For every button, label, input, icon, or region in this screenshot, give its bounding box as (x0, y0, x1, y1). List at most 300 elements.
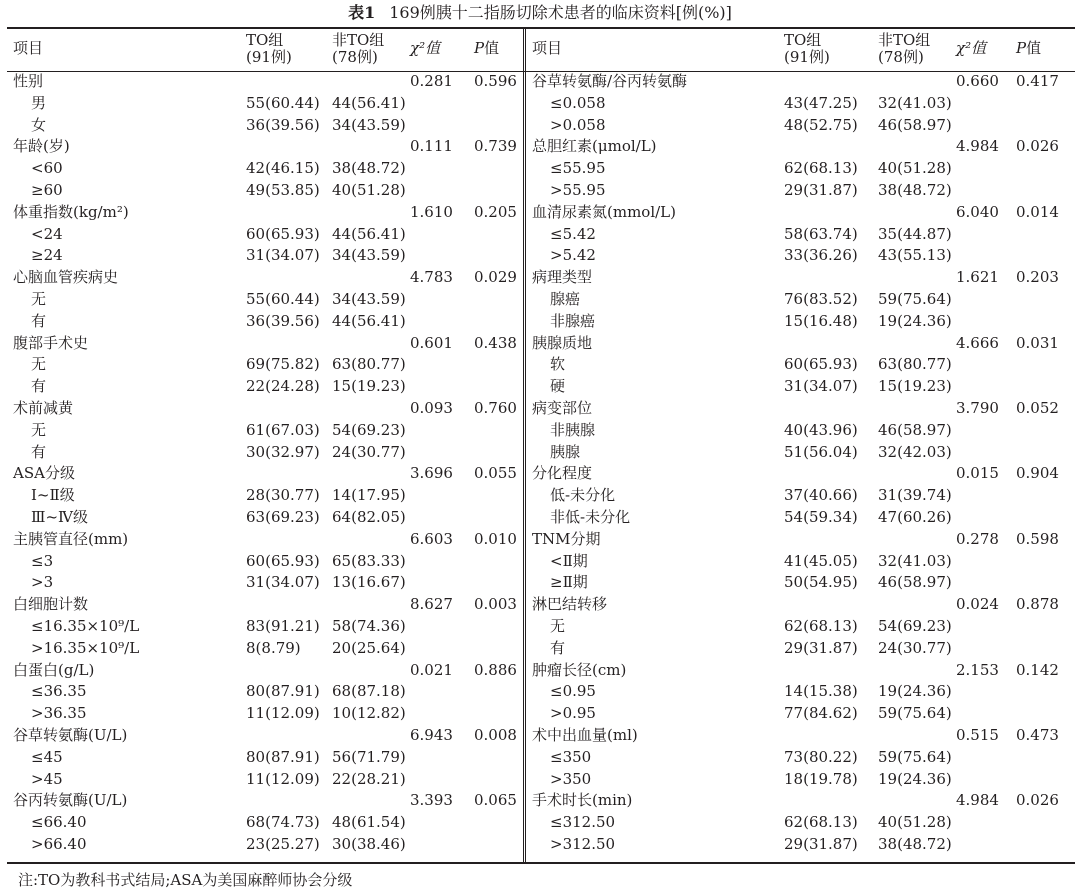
table-row (530, 638, 1075, 660)
cell-non-to-group: 63(80.77) (332, 355, 406, 374)
table-body-left (10, 71, 520, 856)
table-row (530, 289, 1075, 311)
cell-p-value: 0.003 (474, 595, 517, 614)
cell-non-to-group: 10(12.82) (332, 704, 406, 723)
cell-p-value: 0.010 (474, 529, 517, 548)
table-row (10, 485, 520, 507)
cell-non-to-group: 63(80.77) (878, 355, 952, 374)
table-left-panel (10, 28, 520, 856)
table-row (10, 202, 520, 224)
row-label: 手术时长(min) (532, 791, 633, 810)
cell-to-group: 29(31.87) (784, 834, 858, 853)
cell-non-to-group: 19(24.36) (878, 769, 952, 788)
row-label: 谷草转氨酶(U/L) (13, 725, 128, 744)
row-label: 白细胞计数 (13, 595, 89, 614)
row-label: 有 (31, 311, 47, 330)
cell-to-group: 41(45.05) (784, 551, 858, 570)
cell-to-group: 33(36.26) (784, 246, 858, 265)
cell-non-to-group: 44(56.41) (332, 93, 406, 112)
row-label: 腺癌 (550, 289, 581, 308)
cell-to-group: 61(67.03) (246, 420, 320, 439)
row-label: 病理类型 (532, 268, 593, 287)
row-label: <Ⅱ期 (550, 551, 588, 570)
row-label: ≤3 (31, 551, 54, 570)
cell-chi-square: 0.515 (956, 725, 999, 744)
cell-to-group: 30(32.97) (246, 442, 320, 461)
cell-p-value: 0.417 (1016, 72, 1059, 90)
cell-p-value: 0.014 (1016, 202, 1059, 221)
table-row (530, 71, 1075, 93)
table-row (530, 267, 1075, 289)
cell-p-value: 0.596 (474, 72, 517, 90)
row-label: >36.35 (31, 704, 87, 723)
cell-to-group: 31(34.07) (246, 246, 320, 265)
cell-p-value: 0.205 (474, 202, 517, 221)
row-label: ≤66.40 (31, 813, 87, 832)
row-label: ≥60 (31, 180, 63, 199)
table-row (10, 551, 520, 573)
table-row (530, 245, 1075, 267)
cell-to-group: 55(60.44) (246, 289, 320, 308)
table-row (10, 93, 520, 115)
cell-p-value: 0.760 (474, 398, 517, 417)
cell-non-to-group: 54(69.23) (878, 616, 952, 635)
cell-non-to-group: 15(19.23) (332, 377, 406, 396)
cell-p-value: 0.886 (474, 660, 517, 679)
cell-to-group: 80(87.91) (246, 747, 320, 766)
cell-to-group: 43(47.25) (784, 93, 858, 112)
row-label: <24 (31, 224, 63, 243)
table-row (10, 136, 520, 158)
cell-p-value: 0.065 (474, 791, 517, 810)
cell-chi-square: 6.943 (410, 725, 453, 744)
cell-non-to-group: 40(51.28) (878, 813, 952, 832)
table-row (10, 725, 520, 747)
cell-non-to-group: 58(74.36) (332, 616, 406, 635)
table-row (10, 769, 520, 791)
cell-non-to-group: 32(41.03) (878, 93, 952, 112)
row-label: 总胆红素(μmol/L) (532, 137, 657, 156)
table-row (530, 311, 1075, 333)
row-label: 无 (31, 289, 47, 308)
row-label: >0.058 (550, 115, 606, 134)
table-row (530, 202, 1075, 224)
table-row (530, 224, 1075, 246)
table-row (530, 507, 1075, 529)
row-label: 胰腺质地 (532, 333, 593, 352)
table-row (10, 420, 520, 442)
table-row (530, 93, 1075, 115)
cell-non-to-group: 65(83.33) (332, 551, 406, 570)
table-row (10, 224, 520, 246)
cell-to-group: 60(65.93) (784, 355, 858, 374)
cell-chi-square: 4.666 (956, 333, 999, 352)
cell-to-group: 76(83.52) (784, 289, 858, 308)
table-row (530, 180, 1075, 202)
cell-to-group: 62(68.13) (784, 813, 858, 832)
cell-to-group: 18(19.78) (784, 769, 858, 788)
cell-to-group: 48(52.75) (784, 115, 858, 134)
cell-to-group: 60(65.93) (246, 551, 320, 570)
row-label: >5.42 (550, 246, 596, 265)
cell-p-value: 0.203 (1016, 268, 1059, 287)
row-label: 白蛋白(g/L) (13, 660, 95, 679)
cell-p-value: 0.026 (1016, 137, 1059, 156)
table-header-left (10, 28, 520, 71)
table-row (530, 398, 1075, 420)
table-row (530, 376, 1075, 398)
row-label: >55.95 (550, 180, 606, 199)
table-row (530, 551, 1075, 573)
cell-to-group: 11(12.09) (246, 769, 320, 788)
table-row (10, 115, 520, 137)
table-row (10, 638, 520, 660)
row-label: ≤36.35 (31, 682, 87, 701)
row-label: ≤5.42 (550, 224, 596, 243)
row-label: >312.50 (550, 834, 616, 853)
cell-chi-square: 4.984 (956, 137, 999, 156)
cell-non-to-group: 15(19.23) (878, 377, 952, 396)
row-label: ≤16.35×10⁹/L (31, 616, 140, 635)
table-footnote: 注:TO为教科书式结局;ASA为美国麻醉师协会分级 (18, 871, 353, 889)
row-label: 非腺癌 (550, 311, 596, 330)
cell-to-group: 62(68.13) (784, 159, 858, 178)
table-center-divider (523, 28, 526, 862)
row-label: 性别 (13, 72, 44, 90)
cell-p-value: 0.026 (1016, 791, 1059, 810)
header-non-to-group: 非TO组 (78例) (878, 31, 931, 66)
cell-non-to-group: 46(58.97) (878, 420, 952, 439)
cell-to-group: 31(34.07) (246, 573, 320, 592)
table-header-right (530, 28, 1075, 71)
row-label: ≤0.95 (550, 682, 596, 701)
header-to-group: TO组 (91例) (246, 31, 292, 66)
cell-chi-square: 0.601 (410, 333, 453, 352)
row-label: >66.40 (31, 834, 87, 853)
table-row (10, 398, 520, 420)
cell-to-group: 68(74.73) (246, 813, 320, 832)
cell-to-group: 77(84.62) (784, 704, 858, 723)
cell-to-group: 15(16.48) (784, 311, 858, 330)
row-label: 年龄(岁) (13, 137, 70, 156)
cell-non-to-group: 24(30.77) (332, 442, 406, 461)
cell-non-to-group: 40(51.28) (332, 180, 406, 199)
cell-chi-square: 8.627 (410, 595, 453, 614)
cell-p-value: 0.055 (474, 464, 517, 483)
table-row (10, 463, 520, 485)
row-label: 病变部位 (532, 398, 593, 417)
cell-chi-square: 6.040 (956, 202, 999, 221)
row-label: <60 (31, 159, 63, 178)
cell-to-group: 14(15.38) (784, 682, 858, 701)
cell-to-group: 73(80.22) (784, 747, 858, 766)
cell-chi-square: 4.984 (956, 791, 999, 810)
row-label: 谷草转氨酶/谷丙转氨酶 (532, 72, 688, 90)
row-label: 男 (31, 93, 47, 112)
row-label: ≤350 (550, 747, 592, 766)
table-row (530, 158, 1075, 180)
cell-to-group: 42(46.15) (246, 159, 320, 178)
row-label: ≤45 (31, 747, 63, 766)
row-label: 有 (550, 638, 566, 657)
cell-non-to-group: 19(24.36) (878, 682, 952, 701)
row-label: ≤312.50 (550, 813, 616, 832)
table-row (10, 267, 520, 289)
row-label: 血清尿素氮(mmol/L) (532, 202, 676, 221)
cell-non-to-group: 38(48.72) (878, 834, 952, 853)
cell-to-group: 60(65.93) (246, 224, 320, 243)
row-label: 无 (31, 420, 47, 439)
cell-non-to-group: 54(69.23) (332, 420, 406, 439)
table-row (530, 333, 1075, 355)
row-label: 非低-未分化 (550, 507, 631, 526)
table-row (10, 660, 520, 682)
table-row (10, 311, 520, 333)
row-label: 有 (31, 442, 47, 461)
row-label: TNM分期 (532, 529, 601, 548)
table-row (530, 594, 1075, 616)
cell-to-group: 29(31.87) (784, 638, 858, 657)
table-title: 169例胰十二指肠切除术患者的临床资料[例(%)] (389, 3, 732, 22)
table-bottom-rule (7, 862, 1075, 864)
cell-to-group: 55(60.44) (246, 93, 320, 112)
cell-chi-square: 1.621 (956, 268, 999, 287)
cell-non-to-group: 14(17.95) (332, 486, 406, 505)
cell-non-to-group: 24(30.77) (878, 638, 952, 657)
cell-non-to-group: 13(16.67) (332, 573, 406, 592)
row-label: ≥Ⅱ期 (550, 573, 588, 592)
cell-to-group: 28(30.77) (246, 486, 320, 505)
row-label: 有 (31, 377, 47, 396)
header-chi-square: χ²值 (956, 39, 987, 57)
cell-non-to-group: 44(56.41) (332, 311, 406, 330)
row-label: >350 (550, 769, 592, 788)
cell-p-value: 0.029 (474, 268, 517, 287)
cell-to-group: 11(12.09) (246, 704, 320, 723)
cell-chi-square: 0.015 (956, 464, 999, 483)
cell-to-group: 50(54.95) (784, 573, 858, 592)
cell-chi-square: 1.610 (410, 202, 453, 221)
cell-non-to-group: 34(43.59) (332, 115, 406, 134)
cell-p-value: 0.473 (1016, 725, 1059, 744)
cell-to-group: 40(43.96) (784, 420, 858, 439)
table-body-right (530, 71, 1075, 856)
cell-non-to-group: 32(41.03) (878, 551, 952, 570)
cell-to-group: 69(75.82) (246, 355, 320, 374)
row-label: ≥24 (31, 246, 63, 265)
cell-to-group: 29(31.87) (784, 180, 858, 199)
row-label: >16.35×10⁹/L (31, 638, 140, 657)
row-label: 术前减黄 (13, 398, 74, 417)
cell-to-group: 22(24.28) (246, 377, 320, 396)
cell-p-value: 0.008 (474, 725, 517, 744)
cell-p-value: 0.904 (1016, 464, 1059, 483)
table-row (10, 529, 520, 551)
header-chi-square: χ²值 (410, 39, 441, 57)
cell-non-to-group: 59(75.64) (878, 289, 952, 308)
cell-to-group: 49(53.85) (246, 180, 320, 199)
row-label: 低-未分化 (550, 486, 616, 505)
row-label: Ⅰ~Ⅱ级 (31, 486, 75, 505)
table-row (530, 616, 1075, 638)
table-row (10, 180, 520, 202)
cell-p-value: 0.031 (1016, 333, 1059, 352)
cell-to-group: 37(40.66) (784, 486, 858, 505)
table-row (530, 703, 1075, 725)
table-row (530, 834, 1075, 856)
table-row (530, 420, 1075, 442)
cell-chi-square: 4.783 (410, 268, 453, 287)
cell-chi-square: 3.790 (956, 398, 999, 417)
header-to-group: TO组 (91例) (784, 31, 830, 66)
header-non-to-group: 非TO组 (78例) (332, 31, 385, 66)
table-row (530, 572, 1075, 594)
cell-p-value: 0.142 (1016, 660, 1059, 679)
header-p-value: P值 (474, 39, 500, 57)
table-row (10, 812, 520, 834)
table-row (10, 507, 520, 529)
cell-to-group: 8(8.79) (246, 638, 301, 657)
cell-non-to-group: 68(87.18) (332, 682, 406, 701)
cell-chi-square: 0.111 (410, 137, 453, 156)
cell-non-to-group: 38(48.72) (332, 159, 406, 178)
table-row (10, 594, 520, 616)
cell-non-to-group: 48(61.54) (332, 813, 406, 832)
row-label: >45 (31, 769, 63, 788)
cell-to-group: 23(25.27) (246, 834, 320, 853)
cell-chi-square: 0.281 (410, 72, 453, 90)
table-row (10, 616, 520, 638)
table-row (10, 834, 520, 856)
row-label: 软 (550, 355, 566, 374)
table-row (530, 485, 1075, 507)
cell-non-to-group: 46(58.97) (878, 115, 952, 134)
row-label: 非胰腺 (550, 420, 596, 439)
cell-non-to-group: 22(28.21) (332, 769, 406, 788)
cell-chi-square: 0.093 (410, 398, 453, 417)
cell-non-to-group: 40(51.28) (878, 159, 952, 178)
cell-p-value: 0.052 (1016, 398, 1059, 417)
row-label: ASA分级 (13, 464, 75, 483)
cell-p-value: 0.739 (474, 137, 517, 156)
cell-to-group: 36(39.56) (246, 115, 320, 134)
cell-chi-square: 0.278 (956, 529, 999, 548)
cell-non-to-group: 44(56.41) (332, 224, 406, 243)
header-item: 项目 (532, 39, 563, 57)
table-row (10, 747, 520, 769)
cell-non-to-group: 32(42.03) (878, 442, 952, 461)
cell-chi-square: 2.153 (956, 660, 999, 679)
row-label: 体重指数(kg/m²) (13, 202, 129, 221)
table-row (10, 703, 520, 725)
cell-non-to-group: 46(58.97) (878, 573, 952, 592)
table-row (10, 442, 520, 464)
table-row (10, 354, 520, 376)
table-row (530, 136, 1075, 158)
table-row (530, 747, 1075, 769)
table-row (530, 790, 1075, 812)
cell-p-value: 0.598 (1016, 529, 1059, 548)
table-row (530, 529, 1075, 551)
row-label: Ⅲ~Ⅳ级 (31, 507, 89, 526)
cell-to-group: 36(39.56) (246, 311, 320, 330)
cell-to-group: 51(56.04) (784, 442, 858, 461)
cell-to-group: 58(63.74) (784, 224, 858, 243)
cell-non-to-group: 59(75.64) (878, 704, 952, 723)
table-row (10, 790, 520, 812)
cell-to-group: 31(34.07) (784, 377, 858, 396)
cell-to-group: 83(91.21) (246, 616, 320, 635)
row-label: ≤0.058 (550, 93, 606, 112)
table-row (10, 333, 520, 355)
cell-chi-square: 3.393 (410, 791, 453, 810)
table-row (10, 289, 520, 311)
table-row (10, 572, 520, 594)
table-caption (0, 0, 1080, 26)
table-row (10, 681, 520, 703)
row-label: 无 (550, 616, 566, 635)
row-label: 无 (31, 355, 47, 374)
cell-non-to-group: 56(71.79) (332, 747, 406, 766)
cell-non-to-group: 19(24.36) (878, 311, 952, 330)
row-label: 分化程度 (532, 464, 593, 483)
cell-chi-square: 0.021 (410, 660, 453, 679)
header-item: 项目 (13, 39, 44, 57)
cell-to-group: 54(59.34) (784, 507, 858, 526)
row-label: >3 (31, 573, 54, 592)
row-label: 腹部手术史 (13, 333, 89, 352)
cell-non-to-group: 31(39.74) (878, 486, 952, 505)
cell-chi-square: 3.696 (410, 464, 453, 483)
table-row (530, 354, 1075, 376)
table-row (10, 71, 520, 93)
cell-chi-square: 6.603 (410, 529, 453, 548)
cell-non-to-group: 30(38.46) (332, 834, 406, 853)
cell-non-to-group: 64(82.05) (332, 507, 406, 526)
table-number: 表1 (348, 3, 376, 22)
row-label: ≤55.95 (550, 159, 606, 178)
row-label: 硬 (550, 377, 566, 396)
table-row (530, 660, 1075, 682)
table-row (530, 681, 1075, 703)
row-label: 术中出血量(ml) (532, 725, 638, 744)
table-row (530, 442, 1075, 464)
table-row (530, 769, 1075, 791)
cell-non-to-group: 34(43.59) (332, 246, 406, 265)
table-row (10, 158, 520, 180)
cell-to-group: 62(68.13) (784, 616, 858, 635)
table-row (530, 463, 1075, 485)
table-row (530, 812, 1075, 834)
row-label: 女 (31, 115, 47, 134)
row-label: 胰腺 (550, 442, 581, 461)
table-row (530, 725, 1075, 747)
cell-non-to-group: 59(75.64) (878, 747, 952, 766)
row-label: 主胰管直径(mm) (13, 529, 129, 548)
cell-to-group: 80(87.91) (246, 682, 320, 701)
cell-p-value: 0.878 (1016, 595, 1059, 614)
cell-non-to-group: 34(43.59) (332, 289, 406, 308)
row-label: 心脑血管疾病史 (13, 268, 119, 287)
row-label: >0.95 (550, 704, 596, 723)
table-row (10, 245, 520, 267)
cell-chi-square: 0.024 (956, 595, 999, 614)
cell-non-to-group: 43(55.13) (878, 246, 952, 265)
cell-non-to-group: 38(48.72) (878, 180, 952, 199)
table-row (10, 376, 520, 398)
cell-non-to-group: 47(60.26) (878, 507, 952, 526)
cell-non-to-group: 35(44.87) (878, 224, 952, 243)
